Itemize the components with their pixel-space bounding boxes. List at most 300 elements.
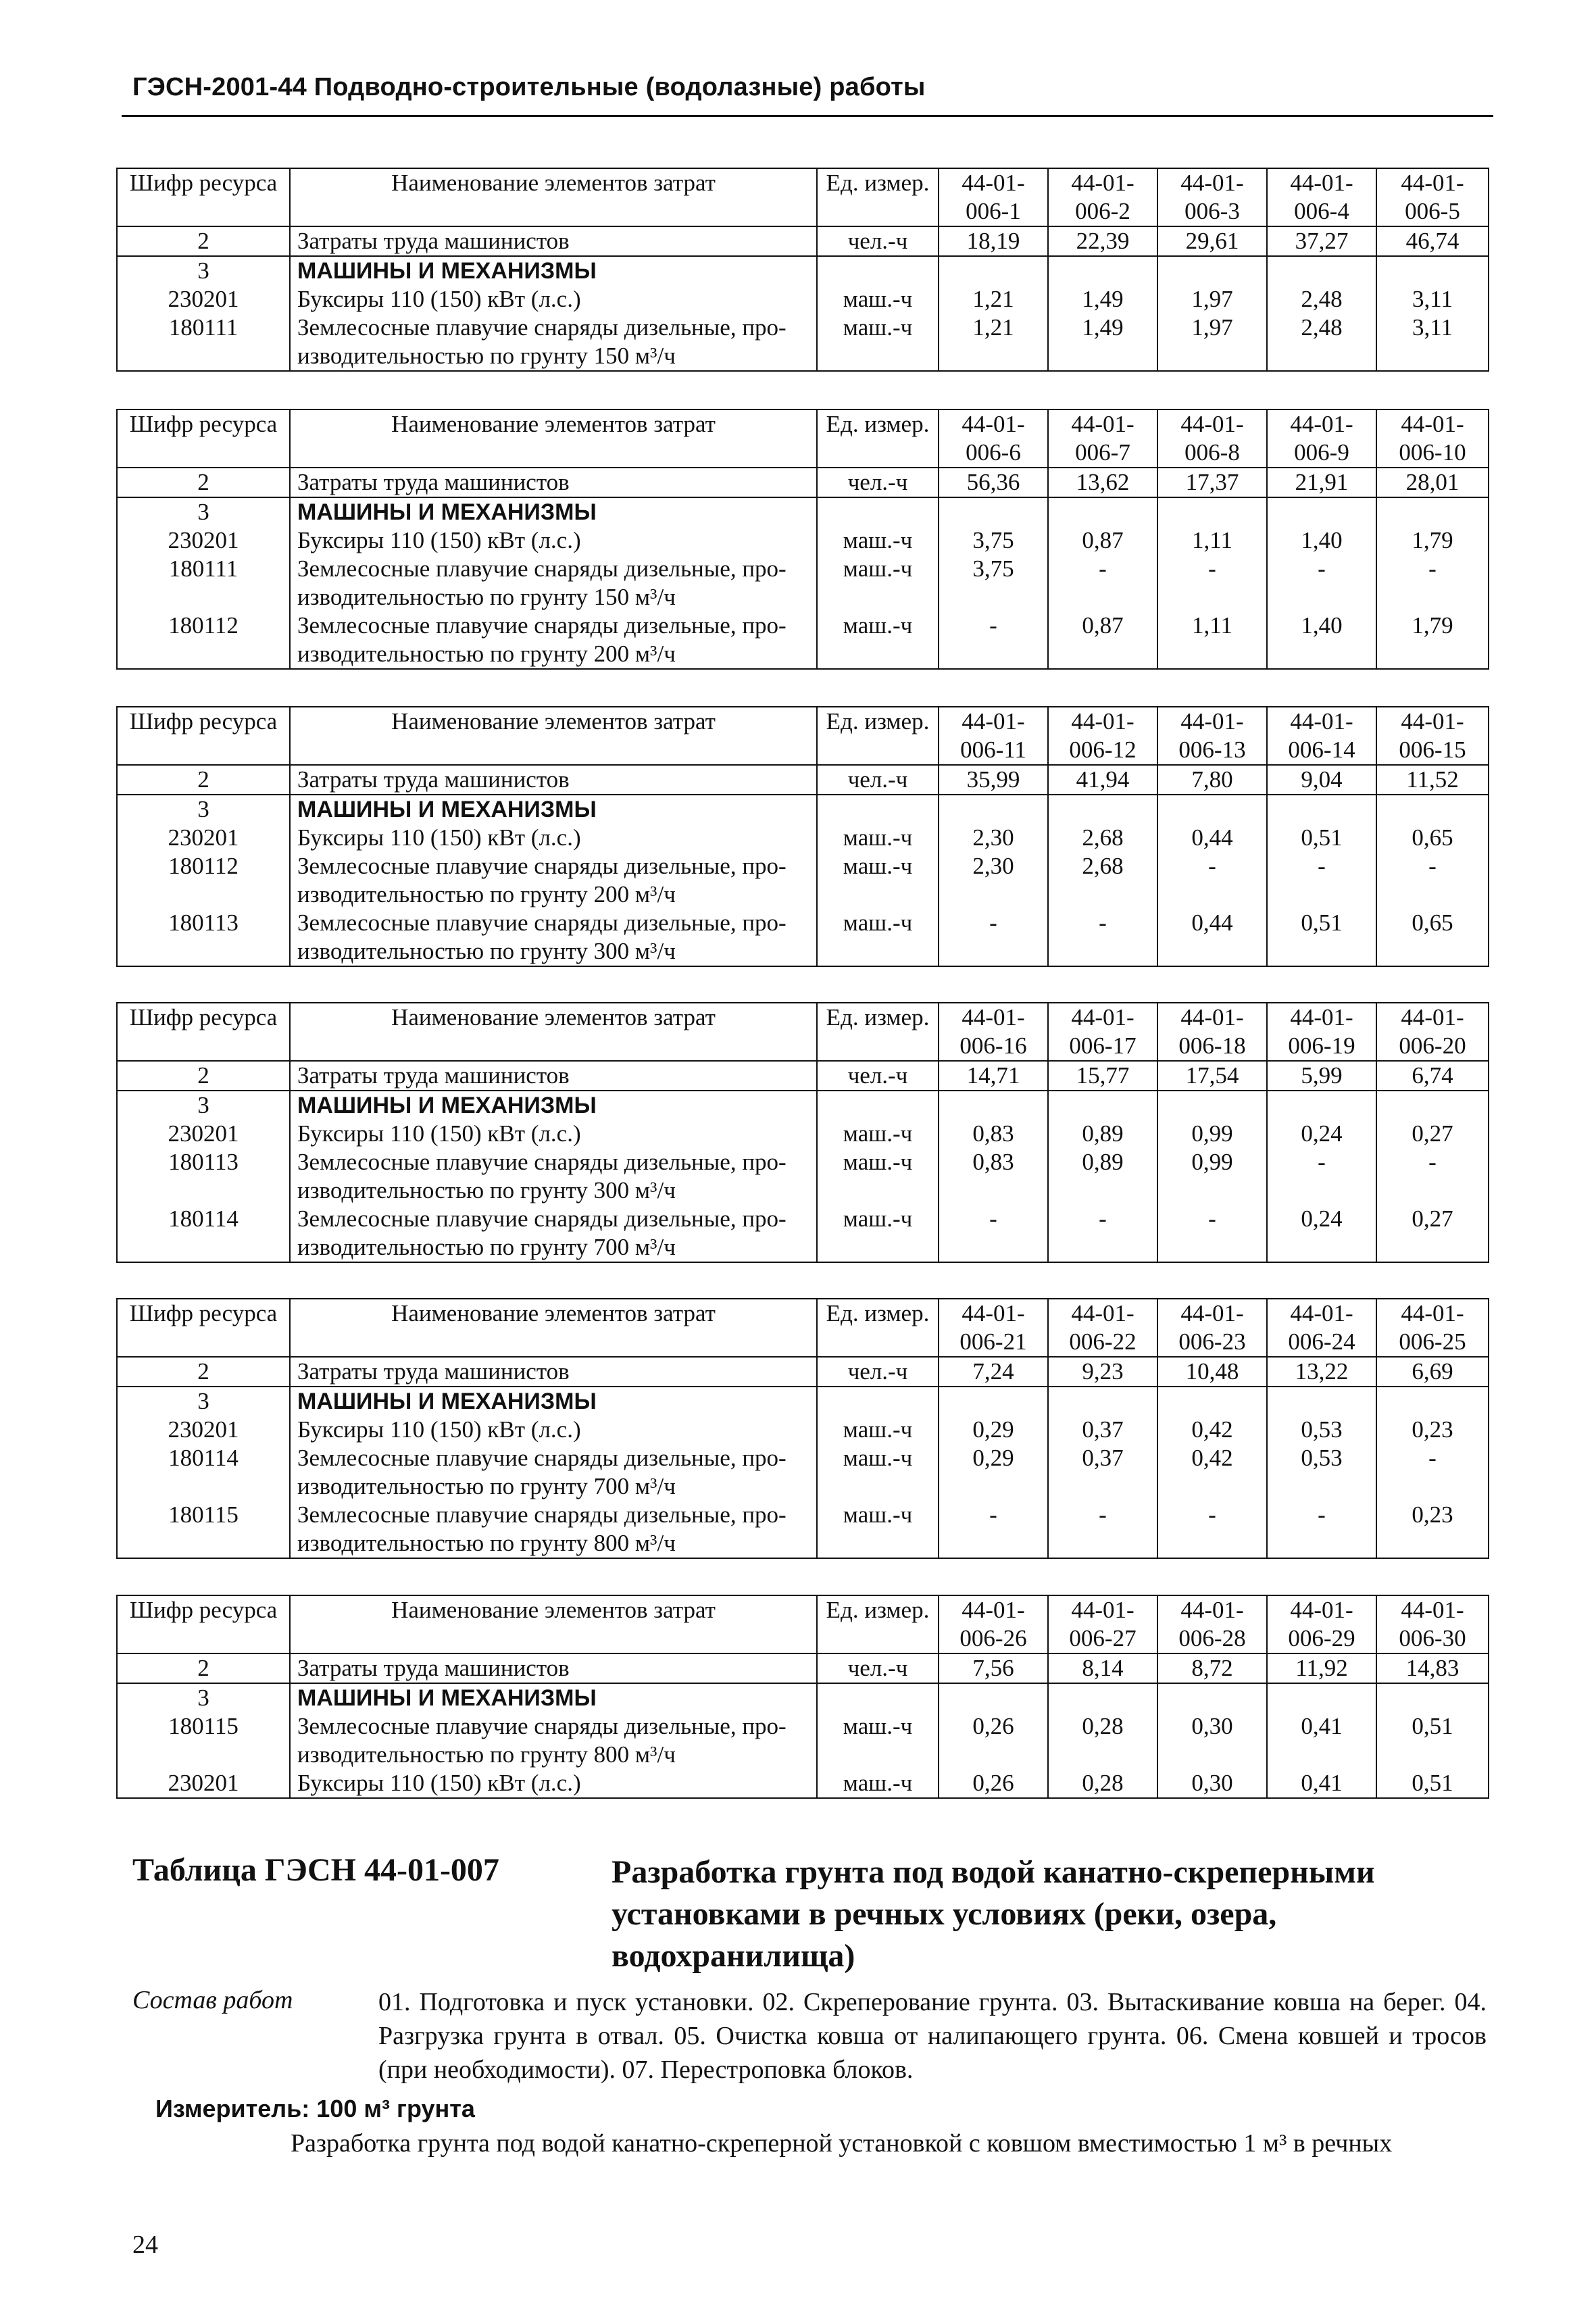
resource-unit: чел.-ч xyxy=(817,1653,939,1683)
resource-code-text: 180113 xyxy=(168,910,239,936)
resource-value: 0,51 xyxy=(1267,909,1376,966)
resource-value: 0,26 xyxy=(939,1769,1048,1798)
header-norm-code-part: 006-9 xyxy=(1294,439,1349,466)
header-norm-code-part: 44-01- xyxy=(1401,708,1464,735)
header-norm-code-part: 44-01- xyxy=(1290,411,1353,437)
resource-value: 29,61 xyxy=(1157,226,1267,256)
header-norm-code-part: 44-01- xyxy=(962,1004,1025,1030)
resource-code-text: 180115 xyxy=(168,1713,239,1739)
resource-value xyxy=(1376,1091,1489,1120)
resource-code xyxy=(117,555,290,612)
header-norm-code-part: 006-26 xyxy=(959,1625,1027,1651)
section-row xyxy=(117,256,1489,285)
resource-value: 0,28 xyxy=(1048,1712,1157,1769)
section-row xyxy=(117,1387,1489,1416)
resource-code-text: 2 xyxy=(197,1358,209,1385)
header-norm-code-part: 006-22 xyxy=(1069,1328,1137,1355)
resource-code-text: 2 xyxy=(197,1655,209,1681)
resource-code xyxy=(117,1653,290,1683)
header-norm-code-part: 006-13 xyxy=(1178,737,1246,763)
header-norm-code xyxy=(1267,1299,1376,1357)
resource-code-text: 3 xyxy=(197,257,209,284)
table-header-row xyxy=(117,168,1489,226)
resource-code-text: 2 xyxy=(197,228,209,254)
header-norm-code-part: 006-6 xyxy=(966,439,1021,466)
resource-value: 0,65 xyxy=(1376,909,1489,966)
resource-name-line: Затраты труда машинистов xyxy=(297,1358,570,1385)
header-code: Шифр ресурса xyxy=(117,409,290,468)
resource-value: 1,49 xyxy=(1048,314,1157,371)
resource-value: - xyxy=(939,1205,1048,1262)
resource-name-line: Землесосные плавучие снаряды дизельные, про- xyxy=(297,910,787,936)
resource-code xyxy=(117,852,290,909)
resource-unit xyxy=(817,256,939,285)
resource-value xyxy=(1267,1683,1376,1712)
resource-name-line: МАШИНЫ И МЕХАНИЗМЫ xyxy=(297,1389,597,1414)
resource-value: 0,41 xyxy=(1267,1769,1376,1798)
resource-name xyxy=(290,1148,817,1205)
resource-value xyxy=(1376,256,1489,285)
resource-name-line: МАШИНЫ И МЕХАНИЗМЫ xyxy=(297,499,597,525)
resource-name-line: Буксиры 110 (150) кВт (л.с.) xyxy=(297,1416,581,1443)
header-norm-code xyxy=(1048,168,1157,226)
header-norm-code-part: 44-01- xyxy=(1180,411,1244,437)
resource-value: 0,29 xyxy=(939,1416,1048,1444)
resource-value: 0,30 xyxy=(1157,1769,1267,1798)
resource-value xyxy=(1048,256,1157,285)
resource-value: 8,14 xyxy=(1048,1653,1157,1683)
resource-value: 0,65 xyxy=(1376,824,1489,852)
resource-row xyxy=(117,1501,1489,1558)
resource-value: - xyxy=(1267,555,1376,612)
resource-row xyxy=(117,1712,1489,1769)
header-norm-code-part: 44-01- xyxy=(962,1597,1025,1623)
resource-value: 0,44 xyxy=(1157,909,1267,966)
header-norm-code-part: 44-01- xyxy=(1071,170,1134,196)
resource-code-text: 180111 xyxy=(168,555,239,582)
resource-code-text: 180112 xyxy=(168,612,239,639)
header-norm-code xyxy=(1048,707,1157,765)
header-norm-code-part: 44-01- xyxy=(962,708,1025,735)
header-norm-code xyxy=(1267,168,1376,226)
resource-row xyxy=(117,1416,1489,1444)
header-norm-code xyxy=(1376,707,1489,765)
header-norm-code-part: 44-01- xyxy=(1180,1004,1244,1030)
resource-name-line: Землесосные плавучие снаряды дизельные, про- xyxy=(297,1445,787,1471)
resource-name-line: Затраты труда машинистов xyxy=(297,766,570,793)
resource-code xyxy=(117,468,290,497)
resource-unit xyxy=(817,1091,939,1120)
resource-value xyxy=(939,1091,1048,1120)
header-norm-code-part: 006-25 xyxy=(1399,1328,1466,1355)
resource-code-text: 180114 xyxy=(168,1205,239,1232)
header-norm-code-part: 44-01- xyxy=(1290,1300,1353,1326)
header-norm-code xyxy=(939,707,1048,765)
header-name: Наименование элементов затрат xyxy=(290,168,817,226)
resource-value xyxy=(1267,256,1376,285)
header-norm-code xyxy=(939,1595,1048,1653)
resource-code xyxy=(117,1712,290,1769)
header-norm-code-part: 006-16 xyxy=(959,1032,1027,1059)
resource-row xyxy=(117,1205,1489,1262)
header-norm-code-part: 006-19 xyxy=(1288,1032,1355,1059)
resource-value xyxy=(1157,1091,1267,1120)
resource-value: 2,68 xyxy=(1048,824,1157,852)
resource-value: - xyxy=(1157,852,1267,909)
header-norm-code-part: 006-29 xyxy=(1288,1625,1355,1651)
resource-value: 7,24 xyxy=(939,1357,1048,1387)
resource-value: 3,75 xyxy=(939,555,1048,612)
resource-value: 0,37 xyxy=(1048,1444,1157,1501)
header-norm-code-part: 006-4 xyxy=(1294,198,1349,224)
resource-name-line: МАШИНЫ И МЕХАНИЗМЫ xyxy=(297,1093,597,1118)
section-row xyxy=(117,497,1489,526)
resource-unit: маш.-ч xyxy=(817,612,939,669)
resource-value: 0,23 xyxy=(1376,1501,1489,1558)
resource-value: 0,28 xyxy=(1048,1769,1157,1798)
table-header-row xyxy=(117,707,1489,765)
header-code: Шифр ресурса xyxy=(117,1299,290,1357)
resource-value: 22,39 xyxy=(1048,226,1157,256)
header-norm-code xyxy=(1048,1595,1157,1653)
resource-value: 3,75 xyxy=(939,526,1048,555)
resource-unit: маш.-ч xyxy=(817,1501,939,1558)
header-norm-code xyxy=(939,1003,1048,1061)
resource-code-text: 2 xyxy=(197,469,209,495)
resource-row xyxy=(117,526,1489,555)
resource-row xyxy=(117,824,1489,852)
resource-row xyxy=(117,909,1489,966)
resource-name-line: Землесосные плавучие снаряды дизельные, про- xyxy=(297,1713,787,1739)
resource-name xyxy=(290,285,817,314)
resource-value: 1,40 xyxy=(1267,526,1376,555)
resource-value xyxy=(1048,497,1157,526)
resource-value: 13,22 xyxy=(1267,1357,1376,1387)
resource-value xyxy=(1048,1091,1157,1120)
resource-row xyxy=(117,1148,1489,1205)
resource-name xyxy=(290,555,817,612)
page-number: 24 xyxy=(132,2231,158,2259)
resource-unit: маш.-ч xyxy=(817,314,939,371)
header-name: Наименование элементов затрат xyxy=(290,1595,817,1653)
resource-value: 0,87 xyxy=(1048,612,1157,669)
header-norm-code-part: 006-7 xyxy=(1075,439,1130,466)
resource-value xyxy=(1048,1387,1157,1416)
resource-value: 1,79 xyxy=(1376,526,1489,555)
resource-value xyxy=(1157,256,1267,285)
resource-name xyxy=(290,1653,817,1683)
resource-code-text: 230201 xyxy=(168,527,239,553)
header-norm-code xyxy=(1376,1299,1489,1357)
resource-value: - xyxy=(1376,1444,1489,1501)
resource-name xyxy=(290,612,817,669)
resource-name-line: Затраты труда машинистов xyxy=(297,1062,570,1089)
resource-value: - xyxy=(1048,555,1157,612)
resource-value xyxy=(1267,1387,1376,1416)
header-norm-code-part: 44-01- xyxy=(1071,411,1134,437)
header-norm-code-part: 44-01- xyxy=(1180,1300,1244,1326)
header-norm-code-part: 006-2 xyxy=(1075,198,1130,224)
resource-code xyxy=(117,765,290,795)
resource-code-text: 230201 xyxy=(168,286,239,312)
resource-value: 15,77 xyxy=(1048,1061,1157,1091)
resource-unit: маш.-ч xyxy=(817,285,939,314)
header-norm-code-part: 44-01- xyxy=(1180,1597,1244,1623)
resource-name xyxy=(290,1061,817,1091)
header-norm-code-part: 006-12 xyxy=(1069,737,1137,763)
resource-table xyxy=(116,168,1489,372)
header-norm-code-part: 44-01- xyxy=(1071,1004,1134,1030)
resource-unit: чел.-ч xyxy=(817,1061,939,1091)
resource-name xyxy=(290,795,817,824)
resource-row xyxy=(117,314,1489,371)
resource-name xyxy=(290,1091,817,1120)
resource-value: 7,56 xyxy=(939,1653,1048,1683)
resource-code-text: 3 xyxy=(197,1685,209,1711)
resource-value: 0,29 xyxy=(939,1444,1048,1501)
resource-table xyxy=(116,1595,1489,1799)
resource-value xyxy=(1267,1091,1376,1120)
resource-row xyxy=(117,1653,1489,1683)
resource-code-text: 180112 xyxy=(168,853,239,879)
header-rule xyxy=(122,115,1493,117)
resource-value: 3,11 xyxy=(1376,285,1489,314)
resource-name xyxy=(290,1387,817,1416)
resource-value: 7,80 xyxy=(1157,765,1267,795)
header-norm-code xyxy=(1267,1595,1376,1653)
header-name: Наименование элементов затрат xyxy=(290,1003,817,1061)
resource-value: - xyxy=(1267,852,1376,909)
resource-code xyxy=(117,612,290,669)
resource-unit xyxy=(817,795,939,824)
resource-code xyxy=(117,795,290,824)
resource-row xyxy=(117,612,1489,669)
resource-name-line: изводительностью по грунту 200 м³/ч xyxy=(297,881,676,907)
resource-name-line: изводительностью по грунту 200 м³/ч xyxy=(297,641,676,667)
resource-code xyxy=(117,1444,290,1501)
resource-value: 5,99 xyxy=(1267,1061,1376,1091)
resource-value: 0,83 xyxy=(939,1148,1048,1205)
resource-value: 9,04 xyxy=(1267,765,1376,795)
resource-value: - xyxy=(1157,1501,1267,1558)
resource-value xyxy=(939,1387,1048,1416)
header-norm-code-part: 006-8 xyxy=(1184,439,1240,466)
resource-name-line: Землесосные плавучие снаряды дизельные, про- xyxy=(297,314,787,341)
resource-unit: маш.-ч xyxy=(817,1120,939,1148)
resource-code-text: 180111 xyxy=(168,314,239,341)
resource-code-text: 180114 xyxy=(168,1445,239,1471)
resource-unit: маш.-ч xyxy=(817,909,939,966)
resource-row xyxy=(117,1120,1489,1148)
resource-value: 1,21 xyxy=(939,314,1048,371)
resource-unit: маш.-ч xyxy=(817,852,939,909)
resource-code xyxy=(117,1357,290,1387)
resource-code-text: 3 xyxy=(197,1388,209,1414)
resource-value: 13,62 xyxy=(1048,468,1157,497)
resource-name-line: Затраты труда машинистов xyxy=(297,469,570,495)
resource-value: - xyxy=(1157,1205,1267,1262)
resource-name xyxy=(290,1416,817,1444)
header-norm-code-part: 44-01- xyxy=(1071,1300,1134,1326)
resource-unit: чел.-ч xyxy=(817,226,939,256)
resource-code xyxy=(117,285,290,314)
resource-value: 56,36 xyxy=(939,468,1048,497)
resource-value: 0,30 xyxy=(1157,1712,1267,1769)
header-norm-code-part: 44-01- xyxy=(1401,1597,1464,1623)
resource-code-text: 230201 xyxy=(168,824,239,851)
resource-code xyxy=(117,1683,290,1712)
header-norm-code xyxy=(1267,409,1376,468)
header-norm-code xyxy=(1267,1003,1376,1061)
header-norm-code-part: 006-28 xyxy=(1178,1625,1246,1651)
table-label: Таблица ГЭСН 44-01-007 xyxy=(132,1852,499,1888)
header-norm-code xyxy=(1376,1003,1489,1061)
header-norm-code xyxy=(1048,409,1157,468)
resource-name xyxy=(290,909,817,966)
resource-value: 0,53 xyxy=(1267,1444,1376,1501)
header-name: Наименование элементов затрат xyxy=(290,1299,817,1357)
resource-value: 9,23 xyxy=(1048,1357,1157,1387)
resource-value xyxy=(1157,1387,1267,1416)
resource-value: 46,74 xyxy=(1376,226,1489,256)
resource-name xyxy=(290,1444,817,1501)
resource-name-line: Землесосные плавучие снаряды дизельные, про- xyxy=(297,853,787,879)
resource-value: 14,71 xyxy=(939,1061,1048,1091)
resource-value: 21,91 xyxy=(1267,468,1376,497)
resource-name xyxy=(290,765,817,795)
resource-code xyxy=(117,1387,290,1416)
resource-code xyxy=(117,526,290,555)
resource-name xyxy=(290,1357,817,1387)
resource-unit: маш.-ч xyxy=(817,1712,939,1769)
resource-value: 6,74 xyxy=(1376,1061,1489,1091)
resource-value: 2,30 xyxy=(939,824,1048,852)
resource-value: 0,42 xyxy=(1157,1444,1267,1501)
resource-name-line: Землесосные плавучие снаряды дизельные, про- xyxy=(297,1149,787,1175)
resource-code-text: 3 xyxy=(197,499,209,525)
resource-name xyxy=(290,1683,817,1712)
resource-value xyxy=(1376,795,1489,824)
resource-name-line: изводительностью по грунту 800 м³/ч xyxy=(297,1530,676,1556)
resource-value: 0,41 xyxy=(1267,1712,1376,1769)
header-norm-code-part: 006-1 xyxy=(966,198,1021,224)
resource-value: 0,42 xyxy=(1157,1416,1267,1444)
resource-value: 18,19 xyxy=(939,226,1048,256)
resource-name-line: изводительностью по грунту 700 м³/ч xyxy=(297,1473,676,1499)
section-row xyxy=(117,1091,1489,1120)
resource-value xyxy=(1376,497,1489,526)
table-header-row xyxy=(117,1003,1489,1061)
resource-value: - xyxy=(1376,852,1489,909)
header-norm-code-part: 44-01- xyxy=(1071,708,1134,735)
work-composition-text: 01. Подготовка и пуск установки. 02. Скреперование грунта. 03. Вытаскивание ковша на берег. 04. Разгрузка грунта в отвал. 05. Очистка ковша от налипающего грунта. 06. Смена ковшей и тросов (при необходимости). 07. Перестроповка блоков. xyxy=(378,1988,1487,2084)
header-norm-code-part: 006-30 xyxy=(1399,1625,1466,1651)
resource-value: - xyxy=(1048,909,1157,966)
resource-row xyxy=(117,1769,1489,1798)
resource-value: 0,24 xyxy=(1267,1205,1376,1262)
resource-value: 2,30 xyxy=(939,852,1048,909)
resource-value: 28,01 xyxy=(1376,468,1489,497)
resource-value: 0,37 xyxy=(1048,1416,1157,1444)
resource-value: 37,27 xyxy=(1267,226,1376,256)
resource-name-line: Затраты труда машинистов xyxy=(297,228,570,254)
resource-value: 0,44 xyxy=(1157,824,1267,852)
resource-code-text: 230201 xyxy=(168,1416,239,1443)
header-norm-code-part: 44-01- xyxy=(1290,1597,1353,1623)
resource-value xyxy=(1048,1683,1157,1712)
resource-value: 2,48 xyxy=(1267,285,1376,314)
resource-value: 0,24 xyxy=(1267,1120,1376,1148)
resource-value xyxy=(1157,1683,1267,1712)
resource-code xyxy=(117,1120,290,1148)
resource-value: 0,27 xyxy=(1376,1205,1489,1262)
resource-name-line: Буксиры 110 (150) кВт (л.с.) xyxy=(297,1770,581,1796)
header-norm-code xyxy=(1157,1299,1267,1357)
resource-code xyxy=(117,226,290,256)
header-norm-code-part: 006-10 xyxy=(1399,439,1466,466)
page-header: ГЭСН-2001-44 Подводно-строительные (водолазные) работы xyxy=(132,73,926,101)
resource-table xyxy=(116,409,1489,670)
header-norm-code-part: 006-17 xyxy=(1069,1032,1137,1059)
resource-value: 1,40 xyxy=(1267,612,1376,669)
header-norm-code xyxy=(1048,1299,1157,1357)
header-norm-code-part: 44-01- xyxy=(1180,170,1244,196)
resource-code xyxy=(117,497,290,526)
resource-value: 11,92 xyxy=(1267,1653,1376,1683)
resource-row xyxy=(117,226,1489,256)
resource-code xyxy=(117,314,290,371)
resource-value: 1,97 xyxy=(1157,314,1267,371)
resource-code xyxy=(117,1205,290,1262)
resource-unit: чел.-ч xyxy=(817,468,939,497)
resource-value: 0,87 xyxy=(1048,526,1157,555)
table-title: Разработка грунта под водой канатно-скреперными установками в речных условиях (реки, озера, водохранилища) xyxy=(612,1854,1375,1974)
resource-name-line: Затраты труда машинистов xyxy=(297,1655,570,1681)
resource-code xyxy=(117,1501,290,1558)
header-norm-code-part: 006-21 xyxy=(959,1328,1027,1355)
resource-name-line: изводительностью по грунту 700 м³/ч xyxy=(297,1234,676,1260)
resource-name xyxy=(290,314,817,371)
resource-unit: маш.-ч xyxy=(817,1205,939,1262)
resource-name-line: Землесосные плавучие снаряды дизельные, про- xyxy=(297,1205,787,1232)
resource-value: 1,97 xyxy=(1157,285,1267,314)
header-norm-code xyxy=(1157,409,1267,468)
resource-name xyxy=(290,526,817,555)
header-code: Шифр ресурса xyxy=(117,707,290,765)
resource-name-line: Буксиры 110 (150) кВт (л.с.) xyxy=(297,824,581,851)
resource-unit xyxy=(817,497,939,526)
resource-value: - xyxy=(1048,1501,1157,1558)
resource-code-text: 230201 xyxy=(168,1770,239,1796)
resource-value xyxy=(939,795,1048,824)
resource-row xyxy=(117,555,1489,612)
resource-unit: маш.-ч xyxy=(817,1148,939,1205)
resource-name xyxy=(290,497,817,526)
header-norm-code-part: 006-14 xyxy=(1288,737,1355,763)
header-norm-code-part: 44-01- xyxy=(1290,708,1353,735)
header-norm-code-part: 006-3 xyxy=(1184,198,1240,224)
resource-unit xyxy=(817,1683,939,1712)
header-unit: Ед. измер. xyxy=(817,409,939,468)
header-norm-code-part: 006-18 xyxy=(1178,1032,1246,1059)
resource-row xyxy=(117,852,1489,909)
header-norm-code-part: 44-01- xyxy=(962,170,1025,196)
resource-value: - xyxy=(939,612,1048,669)
resource-unit: маш.-ч xyxy=(817,555,939,612)
resource-name xyxy=(290,1769,817,1798)
resource-unit: маш.-ч xyxy=(817,1769,939,1798)
resource-row xyxy=(117,468,1489,497)
